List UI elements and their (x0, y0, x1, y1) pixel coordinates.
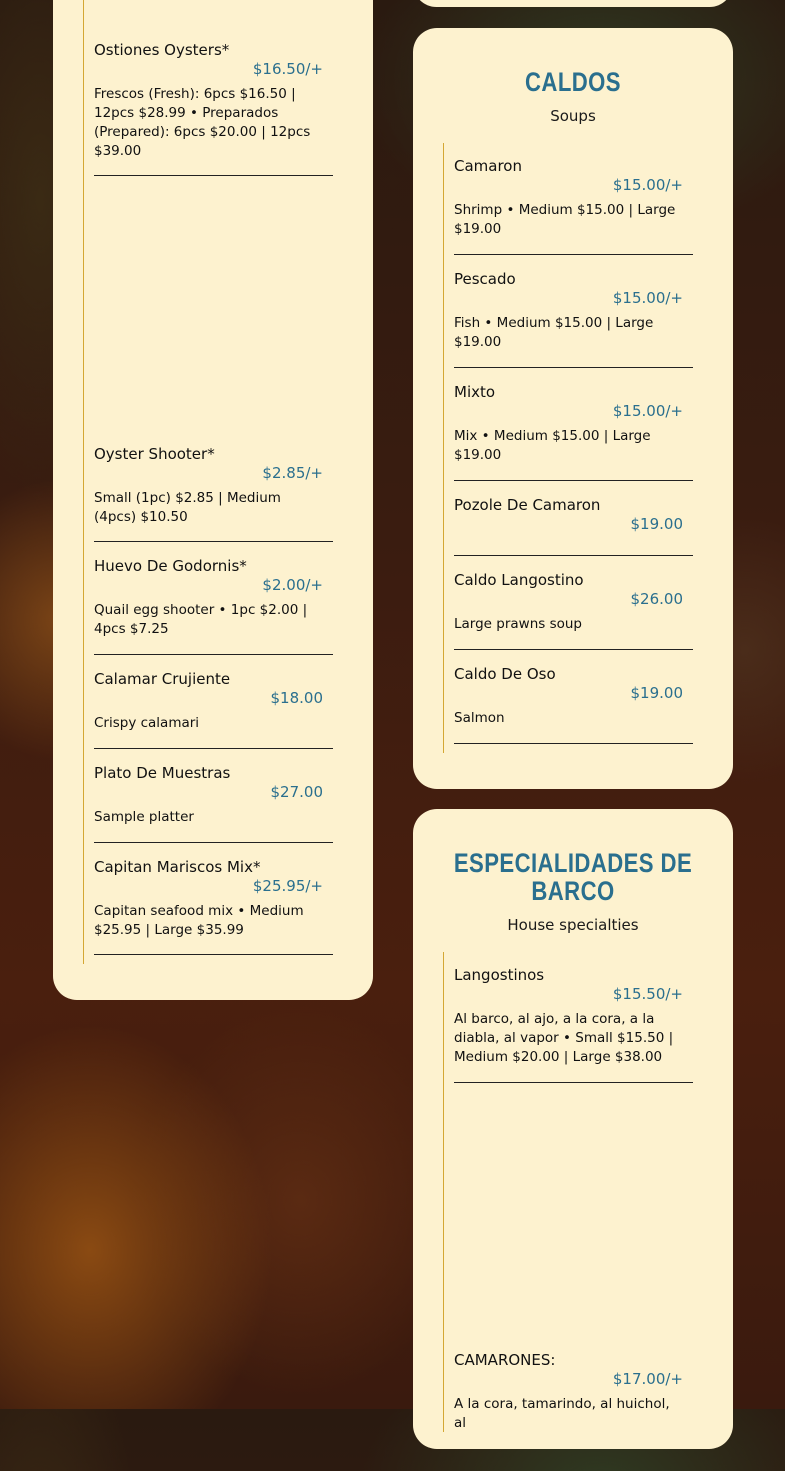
item-price: $15.50/+ (612, 985, 683, 1003)
item-description: Quail egg shooter • 1pc $2.00 | 4pcs $7.25 (94, 602, 308, 637)
menu-item (454, 270, 693, 368)
item-name: Pescado (454, 270, 516, 288)
menu-item (454, 665, 693, 744)
item-price: $27.00 (270, 783, 323, 801)
item-name: Oyster Shooter* (94, 445, 215, 463)
item-price: $15.00/+ (612, 176, 683, 194)
menu-item (94, 858, 333, 955)
item-description: Al barco, al ajo, a la cora, a la diabla, al vapor • Small $15.50 | Medium $20.00 | Large $38.00 (454, 1011, 674, 1065)
menu-card-especialidades (413, 809, 733, 1449)
item-description: Sample platter (94, 809, 194, 825)
item-name: CAMARONES: (454, 1351, 556, 1369)
menu-item (454, 383, 693, 481)
section-title-line2: BARCO (531, 876, 615, 906)
menu-item (94, 445, 333, 542)
menu-item (454, 571, 693, 650)
item-name: Plato De Muestras (94, 764, 231, 782)
item-name: Mixto (454, 383, 496, 401)
item-price: $18.00 (270, 689, 323, 707)
menu-item (94, 764, 333, 843)
item-description: Small (1pc) $2.85 | Medium (4pcs) $10.50 (94, 490, 281, 525)
item-price: $16.50/+ (252, 60, 323, 78)
menu-item (94, 41, 333, 176)
item-name: Pozole De Camaron (454, 496, 601, 514)
section-title: CALDOS (525, 67, 621, 97)
item-price: $19.00 (630, 684, 683, 702)
item-description: Crispy calamari (94, 715, 200, 731)
menu-item (454, 157, 693, 255)
section-title-line1: ESPECIALIDADES DE (453, 848, 693, 878)
item-description: Frescos (Fresh): 6pcs $16.50 | 12pcs $28.99 • Preparados (Prepared): 6pcs $20.00 | 12pcs $39.00 (94, 86, 311, 159)
item-description: Shrimp • Medium $15.00 | Large $19.00 (454, 202, 676, 237)
item-price: $25.95/+ (252, 877, 323, 895)
item-description: Fish • Medium $15.00 | Large $19.00 (454, 315, 654, 350)
item-name: Calamar Crujiente (94, 670, 231, 688)
item-description: A la cora, tamarindo, al huichol, al (454, 1396, 670, 1431)
menu-card-previous (413, 0, 733, 7)
section-divider-line (443, 952, 444, 1432)
item-price: $19.00 (630, 515, 683, 533)
section-divider-line (83, 0, 84, 964)
menu-item (454, 496, 693, 556)
menu-card-appetizers (53, 0, 373, 1000)
menu-item (94, 670, 333, 749)
section-subtitle: House specialties (507, 916, 639, 934)
menu-item (454, 1351, 693, 1471)
item-description: Capitan seafood mix • Medium $25.95 | Large $35.99 (94, 903, 304, 938)
item-name: Caldo Langostino (454, 571, 584, 589)
item-name: Huevo De Godornis* (94, 557, 247, 575)
item-description: Mix • Medium $15.00 | Large $19.00 (454, 428, 651, 463)
item-price: $15.00/+ (612, 289, 683, 307)
item-name: Camaron (454, 157, 522, 175)
item-name: Ostiones Oysters* (94, 41, 230, 59)
item-description: Large prawns soup (454, 616, 583, 632)
section-subtitle: Soups (550, 107, 596, 125)
item-name: Langostinos (454, 966, 545, 984)
section-divider-line (443, 143, 444, 753)
item-name: Capitan Mariscos Mix* (94, 858, 261, 876)
item-price: $2.00/+ (262, 576, 323, 594)
item-price: $15.00/+ (612, 402, 683, 420)
item-price: $17.00/+ (612, 1370, 683, 1388)
item-name: Caldo De Oso (454, 665, 556, 683)
menu-card-caldos (413, 28, 733, 789)
item-price: $26.00 (630, 590, 683, 608)
item-price: $2.85/+ (262, 464, 323, 482)
menu-item (94, 557, 333, 655)
menu-item (454, 966, 693, 1083)
item-description: Salmon (454, 710, 505, 726)
section-title (442, 849, 704, 905)
